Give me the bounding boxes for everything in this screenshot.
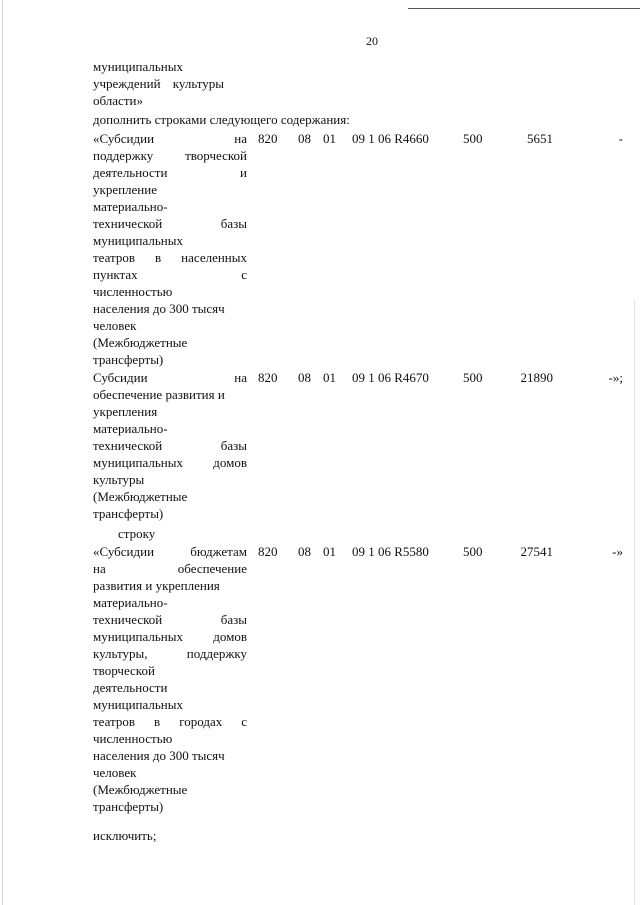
- row-description: [93, 369, 247, 522]
- cell-sum: 21890: [520, 370, 553, 385]
- description-line: творческой: [93, 663, 155, 678]
- description-line: материально-: [93, 421, 168, 436]
- description-line: технической базы: [93, 612, 247, 627]
- cell-pr: 01: [323, 544, 336, 559]
- description-line: театров в населенных: [93, 250, 247, 265]
- cell-csr: 09 1 06 R4660: [352, 131, 429, 146]
- description-line: пунктах с: [93, 267, 247, 282]
- cell-rz: 08: [298, 370, 311, 385]
- cell-csr: 09 1 06 R4670: [352, 370, 429, 385]
- cell-tail: -»: [612, 544, 623, 559]
- description-line: муниципальных домов: [93, 455, 247, 470]
- description-line: (Межбюджетные: [93, 335, 188, 350]
- description-line: «Субсидии на: [93, 131, 247, 146]
- cell-tail: -»;: [608, 370, 623, 385]
- description-line: населения до 300 тысяч: [93, 301, 225, 316]
- description-line: трансферты): [93, 506, 164, 521]
- description-line: материально-: [93, 595, 168, 610]
- cell-vr: 500: [463, 544, 483, 559]
- description-line: муниципальных: [93, 233, 184, 248]
- scan-edge-left: [2, 0, 3, 905]
- cell-sum: 27541: [520, 544, 553, 559]
- intro-instruction: дополнить строками следующего содержания:: [93, 112, 350, 127]
- continuation-text: [93, 58, 224, 109]
- cell-rz: 08: [298, 131, 311, 146]
- description-line: материально-: [93, 199, 168, 214]
- description-line: (Межбюджетные: [93, 782, 188, 797]
- cell-ved: 820: [258, 131, 278, 146]
- description-line: населения до 300 тысяч: [93, 748, 225, 763]
- description-line: трансферты): [93, 352, 164, 367]
- description-line: технической базы: [93, 216, 247, 231]
- row-description: [93, 543, 247, 815]
- description-line: укрепление: [93, 182, 157, 197]
- description-line: театров в городах с: [93, 714, 247, 729]
- cell-ved: 820: [258, 370, 278, 385]
- outro-instruction: исключить;: [93, 828, 157, 843]
- description-line: муниципальных: [93, 697, 184, 712]
- description-line: муниципальных домов: [93, 629, 247, 644]
- continuation-line: муниципальных: [93, 59, 184, 74]
- cell-vr: 500: [463, 131, 483, 146]
- cell-pr: 01: [323, 131, 336, 146]
- description-line: технической базы: [93, 438, 247, 453]
- description-line: культуры, поддержку: [93, 646, 247, 661]
- cell-csr: 09 1 06 R5580: [352, 544, 429, 559]
- cell-vr: 500: [463, 370, 483, 385]
- description-line: «Субсидии бюджетам: [93, 544, 247, 559]
- description-line: культуры: [93, 472, 145, 487]
- description-line: (Межбюджетные: [93, 489, 188, 504]
- cell-sum: 5651: [527, 131, 553, 146]
- stroke-label: строку: [118, 526, 156, 541]
- description-line: поддержку творческой: [93, 148, 247, 163]
- description-line: обеспечение развития и: [93, 387, 225, 402]
- description-line: на обеспечение: [93, 561, 247, 576]
- description-line: деятельности: [93, 680, 168, 695]
- description-line: развития и укрепления: [93, 578, 220, 593]
- cell-pr: 01: [323, 370, 336, 385]
- description-line: укрепления: [93, 404, 158, 419]
- description-line: численностью: [93, 284, 173, 299]
- description-line: трансферты): [93, 799, 164, 814]
- description-line: деятельности и: [93, 165, 247, 180]
- description-line: человек: [93, 765, 137, 780]
- description-line: численностью: [93, 731, 173, 746]
- row-description: [93, 130, 247, 368]
- continuation-line: области»: [93, 93, 143, 108]
- page-number: 20: [366, 34, 378, 48]
- cell-ved: 820: [258, 544, 278, 559]
- description-line: человек: [93, 318, 137, 333]
- continuation-line: учреждений культуры: [93, 76, 225, 91]
- description-line: Субсидии на: [93, 370, 247, 385]
- cell-tail: -: [618, 131, 623, 146]
- scan-edge-right: [634, 300, 635, 905]
- scan-edge-top: [408, 8, 640, 9]
- cell-rz: 08: [298, 544, 311, 559]
